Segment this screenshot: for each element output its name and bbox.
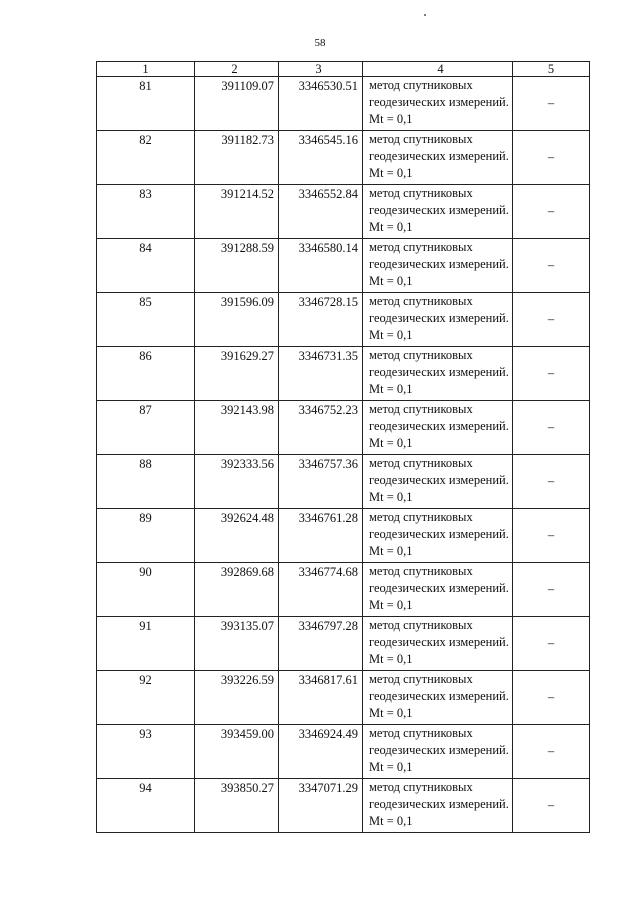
table-row [97, 563, 590, 617]
point-number-text: 85 [139, 295, 152, 309]
method-cell [363, 401, 513, 455]
y-coordinate-text: 3346817.61 [298, 673, 358, 687]
note-text: – [547, 528, 555, 542]
point-number-cell [97, 185, 195, 239]
point-number-cell [97, 239, 195, 293]
table-row [97, 293, 590, 347]
method-text: метод спутниковых геодезических измерений. Mt = 0,1 [369, 564, 509, 612]
y-coordinate-cell [279, 563, 363, 617]
point-number-text: 88 [139, 457, 152, 471]
y-coordinate-text: 3346774.68 [298, 565, 358, 579]
method-cell [363, 77, 513, 131]
point-number-cell [97, 293, 195, 347]
method-text: метод спутниковых геодезических измерений. Mt = 0,1 [369, 186, 509, 234]
y-coordinate-cell [279, 185, 363, 239]
x-coordinate-text: 391109.07 [221, 79, 274, 93]
y-coordinate-text: 3346545.16 [298, 133, 358, 147]
y-coordinate-text: 3346552.84 [298, 187, 358, 201]
method-text: метод спутниковых геодезических измерений. Mt = 0,1 [369, 402, 509, 450]
table-row [97, 239, 590, 293]
note-text: – [547, 312, 555, 326]
note-cell [513, 401, 590, 455]
header-col-4: 4 [363, 62, 513, 77]
y-coordinate-cell [279, 509, 363, 563]
note-text: – [547, 366, 555, 380]
x-coordinate-text: 392624.48 [220, 511, 274, 525]
y-coordinate-cell [279, 401, 363, 455]
x-coordinate-cell [195, 185, 279, 239]
point-number-text: 84 [139, 241, 152, 255]
x-coordinate-cell [195, 563, 279, 617]
point-number-text: 82 [139, 133, 152, 147]
note-text: – [547, 258, 555, 272]
method-text: метод спутниковых геодезических измерений. Mt = 0,1 [369, 294, 509, 342]
point-number-text: 86 [139, 349, 152, 363]
point-number-cell [97, 401, 195, 455]
point-number-text: 93 [139, 727, 152, 741]
y-coordinate-text: 3346757.36 [298, 457, 358, 471]
point-number-cell [97, 347, 195, 401]
note-cell [513, 77, 590, 131]
note-text: – [547, 420, 555, 434]
point-number-cell [97, 617, 195, 671]
method-text: метод спутниковых геодезических измерений. Mt = 0,1 [369, 132, 509, 180]
note-text: – [547, 690, 555, 704]
x-coordinate-text: 393850.27 [220, 781, 274, 795]
method-cell [363, 617, 513, 671]
note-cell [513, 239, 590, 293]
y-coordinate-cell [279, 131, 363, 185]
method-cell [363, 779, 513, 833]
point-number-cell [97, 563, 195, 617]
method-cell [363, 725, 513, 779]
table-row [97, 509, 590, 563]
note-cell [513, 455, 590, 509]
point-number-text: 81 [139, 79, 152, 93]
x-coordinate-cell [195, 401, 279, 455]
y-coordinate-cell [279, 455, 363, 509]
y-coordinate-cell [279, 671, 363, 725]
x-coordinate-cell [195, 131, 279, 185]
x-coordinate-cell [195, 779, 279, 833]
method-cell [363, 185, 513, 239]
point-number-text: 89 [139, 511, 152, 525]
table-row [97, 671, 590, 725]
x-coordinate-text: 392869.68 [220, 565, 274, 579]
x-coordinate-cell [195, 671, 279, 725]
y-coordinate-cell [279, 239, 363, 293]
note-text: – [547, 798, 555, 812]
point-number-text: 83 [139, 187, 152, 201]
y-coordinate-cell [279, 293, 363, 347]
point-number-cell [97, 77, 195, 131]
x-coordinate-text: 391182.73 [221, 133, 274, 147]
note-cell [513, 671, 590, 725]
note-cell [513, 131, 590, 185]
method-cell [363, 671, 513, 725]
point-number-cell [97, 131, 195, 185]
header-row [97, 62, 590, 77]
page-number: 58 [314, 37, 326, 49]
table-row [97, 725, 590, 779]
header-col-5: 5 [513, 62, 590, 77]
point-number-cell [97, 509, 195, 563]
table-row [97, 185, 590, 239]
table-header [97, 62, 590, 77]
method-text: метод спутниковых геодезических измерений. Mt = 0,1 [369, 780, 509, 828]
coordinates-table [96, 61, 590, 833]
table-body [97, 77, 590, 833]
method-text: метод спутниковых геодезических измерений. Mt = 0,1 [369, 510, 509, 558]
scan-speck [424, 14, 426, 16]
x-coordinate-text: 391288.59 [220, 241, 274, 255]
note-text: – [547, 636, 555, 650]
point-number-text: 92 [139, 673, 152, 687]
note-cell [513, 617, 590, 671]
point-number-cell [97, 779, 195, 833]
method-cell [363, 455, 513, 509]
y-coordinate-text: 3346797.28 [298, 619, 358, 633]
header-col-2: 2 [195, 62, 279, 77]
x-coordinate-text: 391596.09 [220, 295, 274, 309]
y-coordinate-text: 3346731.35 [298, 349, 358, 363]
point-number-text: 91 [139, 619, 152, 633]
y-coordinate-text: 3346580.14 [298, 241, 358, 255]
x-coordinate-cell [195, 725, 279, 779]
note-text: – [547, 150, 555, 164]
header-col-3: 3 [279, 62, 363, 77]
x-coordinate-text: 393135.07 [220, 619, 274, 633]
table-row [97, 401, 590, 455]
y-coordinate-cell [279, 617, 363, 671]
method-text: метод спутниковых геодезических измерений. Mt = 0,1 [369, 240, 509, 288]
x-coordinate-text: 393459.00 [220, 727, 274, 741]
x-coordinate-text: 392333.56 [220, 457, 274, 471]
point-number-cell [97, 455, 195, 509]
note-text: – [547, 204, 555, 218]
x-coordinate-cell [195, 617, 279, 671]
note-cell [513, 725, 590, 779]
y-coordinate-text: 3346761.28 [298, 511, 358, 525]
point-number-text: 87 [139, 403, 152, 417]
table-row [97, 779, 590, 833]
note-cell [513, 347, 590, 401]
x-coordinate-cell [195, 455, 279, 509]
method-cell [363, 131, 513, 185]
method-text: метод спутниковых геодезических измерений. Mt = 0,1 [369, 78, 509, 126]
table-row [97, 617, 590, 671]
table-row [97, 347, 590, 401]
x-coordinate-text: 393226.59 [220, 673, 274, 687]
method-text: метод спутниковых геодезических измерений. Mt = 0,1 [369, 618, 509, 666]
note-cell [513, 563, 590, 617]
method-cell [363, 239, 513, 293]
note-cell [513, 509, 590, 563]
table-row [97, 455, 590, 509]
x-coordinate-cell [195, 239, 279, 293]
point-number-text: 94 [139, 781, 152, 795]
method-text: метод спутниковых геодезических измерений. Mt = 0,1 [369, 348, 509, 396]
y-coordinate-text: 3346728.15 [298, 295, 358, 309]
x-coordinate-text: 391629.27 [220, 349, 274, 363]
method-cell [363, 563, 513, 617]
table-row [97, 77, 590, 131]
x-coordinate-cell [195, 509, 279, 563]
x-coordinate-cell [195, 347, 279, 401]
header-col-1: 1 [97, 62, 195, 77]
table-row [97, 131, 590, 185]
point-number-cell [97, 725, 195, 779]
y-coordinate-cell [279, 779, 363, 833]
method-cell [363, 293, 513, 347]
y-coordinate-cell [279, 77, 363, 131]
x-coordinate-cell [195, 293, 279, 347]
method-text: метод спутниковых геодезических измерений. Mt = 0,1 [369, 456, 509, 504]
note-text: – [547, 474, 555, 488]
y-coordinate-cell [279, 725, 363, 779]
note-text: – [547, 744, 555, 758]
x-coordinate-text: 391214.52 [220, 187, 274, 201]
x-coordinate-text: 392143.98 [220, 403, 274, 417]
point-number-text: 90 [139, 565, 152, 579]
method-text: метод спутниковых геодезических измерений. Mt = 0,1 [369, 726, 509, 774]
note-text: – [547, 96, 555, 110]
method-cell [363, 347, 513, 401]
note-cell [513, 779, 590, 833]
note-cell [513, 185, 590, 239]
y-coordinate-text: 3347071.29 [298, 781, 358, 795]
note-text: – [547, 582, 555, 596]
y-coordinate-text: 3346530.51 [298, 79, 358, 93]
y-coordinate-text: 3346924.49 [298, 727, 358, 741]
y-coordinate-text: 3346752.23 [298, 403, 358, 417]
y-coordinate-cell [279, 347, 363, 401]
x-coordinate-cell [195, 77, 279, 131]
method-cell [363, 509, 513, 563]
note-cell [513, 293, 590, 347]
point-number-cell [97, 671, 195, 725]
method-text: метод спутниковых геодезических измерений. Mt = 0,1 [369, 672, 509, 720]
